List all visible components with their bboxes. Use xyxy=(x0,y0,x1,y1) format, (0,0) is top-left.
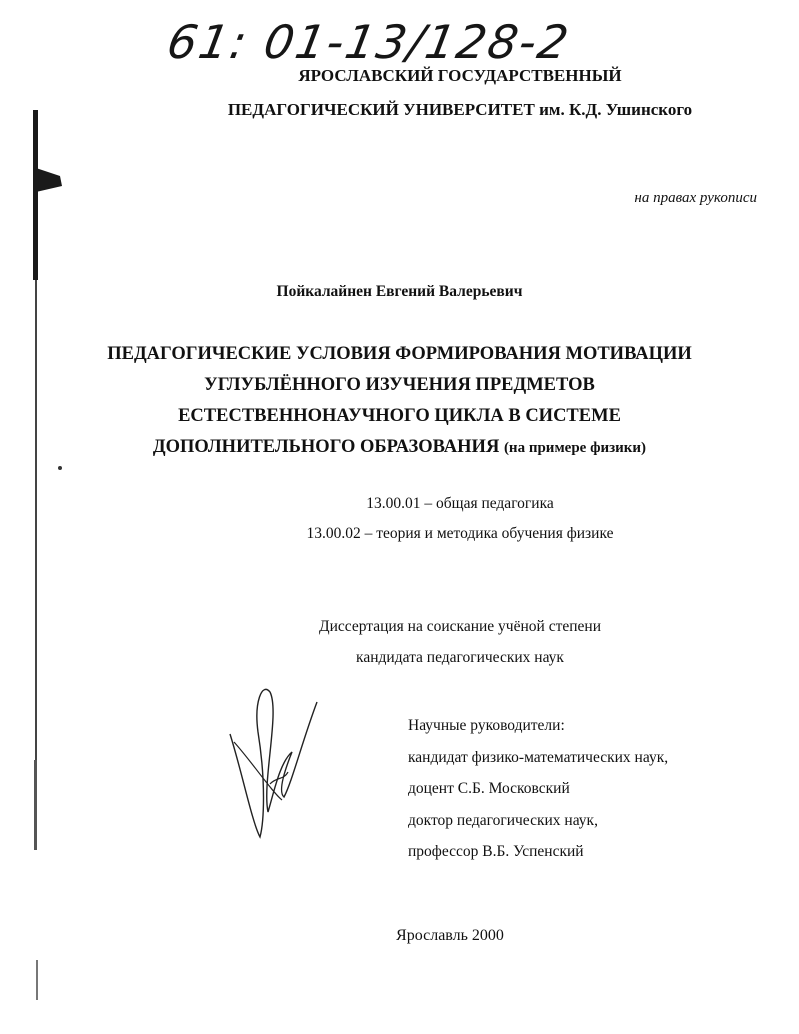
manuscript-note: на правах рукописи xyxy=(634,190,757,206)
signature-icon xyxy=(222,672,322,842)
city-year: Ярославль 2000 xyxy=(396,927,504,944)
author-name: Пойкалайнен Евгений Валерьевич xyxy=(276,283,523,300)
degree-line1: Диссертация на соискание учёной степени xyxy=(319,618,601,635)
scan-edge-marks xyxy=(0,0,80,1034)
supervisors-block xyxy=(408,710,668,868)
university-name-line1: ЯРОСЛАВСКИЙ ГОСУДАРСТВЕННЫЙ xyxy=(298,66,622,85)
supervisor-line: кандидат физико-математических наук, xyxy=(408,748,669,766)
supervisor-line: доцент С.Б. Московский xyxy=(408,780,570,797)
supervisor-line: доктор педагогических наук, xyxy=(408,811,598,829)
supervisor-line: профессор В.Б. Успенский xyxy=(408,843,584,860)
dissertation-title xyxy=(0,339,799,464)
handwritten-archive-number: 61: 01-13/128-2 xyxy=(163,15,575,69)
title-line xyxy=(0,432,799,464)
title-line: УГЛУБЛЁННОГО ИЗУЧЕНИЯ ПРЕДМЕТОВ xyxy=(204,375,595,395)
title-line-main: ДОПОЛНИТЕЛЬНОГО ОБРАЗОВАНИЯ xyxy=(152,437,500,457)
title-line: ЕСТЕСТВЕННОНАУЧНОГО ЦИКЛА В СИСТЕМЕ xyxy=(178,406,621,426)
university-name-line2: ПЕДАГОГИЧЕСКИЙ УНИВЕРСИТЕТ им. К.Д. Ушинского xyxy=(227,100,693,119)
title-subtitle: (на примере физики) xyxy=(503,440,647,456)
degree-line2: кандидата педагогических наук xyxy=(356,649,564,666)
specialty-code: 13.00.01 – общая педагогика xyxy=(366,495,554,512)
specialty-code: 13.00.02 – теория и методика обучения физике xyxy=(306,525,614,542)
title-line: ПЕДАГОГИЧЕСКИЕ УСЛОВИЯ ФОРМИРОВАНИЯ МОТИВАЦИИ xyxy=(107,344,692,364)
supervisors-heading: Научные руководители: xyxy=(408,717,565,734)
